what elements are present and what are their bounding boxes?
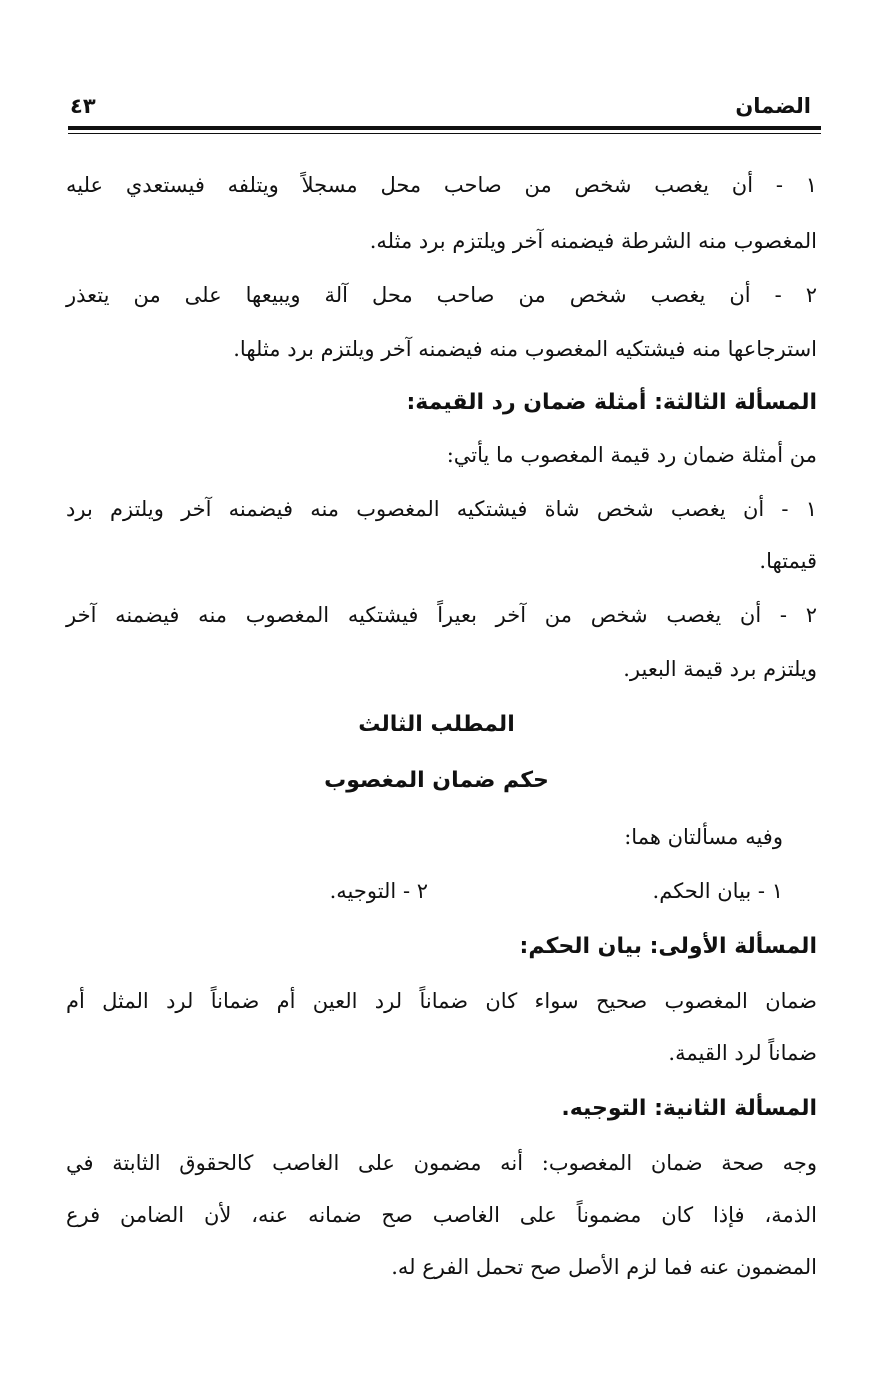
subsection-title: المطلب الثالث [358,712,515,737]
paragraph-line: وفيه مسألتان هما: [624,825,783,849]
header-rule-thick [68,126,821,130]
paragraph-line: ١ - أن يغصب شخص شاة فيشتكيه المغصوب منه فيضمنه آخر ويلتزم برد [66,497,817,521]
running-header-title: الضمان [735,94,811,118]
subsection-subtitle: حكم ضمان المغصوب [324,768,549,793]
section-heading: المسألة الثالثة: أمثلة ضمان رد القيمة: [406,390,817,415]
paragraph-line: الذمة، فإذا كان مضموناً على الغاصب صح ضمانه عنه، لأن الضامن فرع [66,1203,817,1227]
header-rule-thin [68,133,821,134]
paragraph-line: ويلتزم برد قيمة البعير. [623,657,817,681]
paragraph-line: المضمون عنه فما لزم الأصل صح تحمل الفرع له. [391,1255,817,1279]
paragraph-line: قيمتها. [759,549,817,573]
paragraph-line: وجه صحة ضمان المغصوب: أنه مضمون على الغاصب كالحقوق الثابتة في [66,1151,817,1175]
paragraph-line: المغصوب منه الشرطة فيضمنه آخر ويلتزم برد مثله. [369,229,817,253]
list-item: ١ - بيان الحكم. [652,879,783,903]
paragraph-line: ضماناً لرد القيمة. [668,1041,817,1065]
paragraph-line: ضمان المغصوب صحيح سواء كان ضماناً لرد العين أم ضماناً لرد المثل أم [66,989,817,1013]
list-item: ٢ - التوجيه. [329,879,428,903]
section-heading: المسألة الأولى: بيان الحكم: [519,934,817,959]
page-number: ٤٣ [70,94,96,118]
section-heading: المسألة الثانية: التوجيه. [561,1096,817,1121]
paragraph-line: ٢ - أن يغصب شخص من صاحب محل آلة ويبيعها على من يتعذر [66,283,817,307]
paragraph-line: ١ - أن يغصب شخص من صاحب محل مسجلاً ويتلفه فيستعدي عليه [66,173,817,197]
paragraph-line: ٢ - أن يغصب شخص من آخر بعيراً فيشتكيه المغصوب منه فيضمنه آخر [66,603,817,627]
paragraph-line: استرجاعها منه فيشتكيه المغصوب منه فيضمنه آخر ويلتزم برد مثلها. [233,337,817,361]
paragraph-line: من أمثلة ضمان رد قيمة المغصوب ما يأتي: [446,443,817,467]
